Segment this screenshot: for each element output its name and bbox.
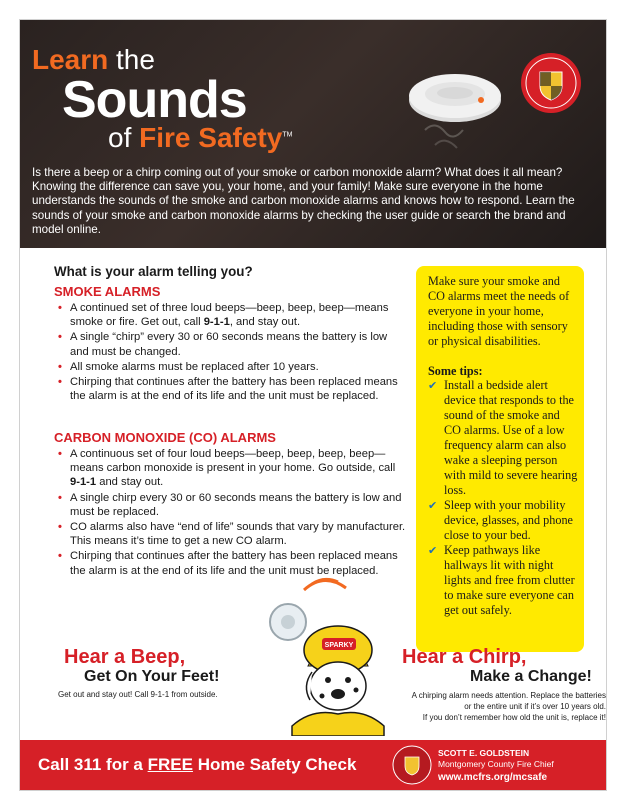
title-line-fire-safety: of Fire Safety™ bbox=[108, 122, 293, 153]
co-alarms-heading: CARBON MONOXIDE (CO) ALARMS bbox=[54, 430, 276, 445]
checkmark-icon: ✔ bbox=[428, 544, 438, 557]
title-sounds: Sounds bbox=[62, 71, 247, 129]
fire-rescue-seal-small bbox=[392, 745, 432, 785]
list-item: • All smoke alarms must be replaced after 10 years. bbox=[58, 360, 319, 373]
tips-box bbox=[416, 266, 584, 652]
list-item: • Chirping that continues after the battery has been replaced means the alarm is at the end of its life and the unit must be replaced. bbox=[58, 550, 398, 577]
list-item: • A continuous set of four loud beeps—beep, beep, beep, beep—means carbon monoxide is present in your home. Go outside, call 9-1-1 and stay out. bbox=[58, 448, 396, 489]
trademark: TM bbox=[282, 131, 293, 139]
fire-rescue-seal bbox=[520, 52, 582, 114]
flyer-page bbox=[19, 19, 607, 791]
chirp-subheading: Make a Change! bbox=[470, 668, 592, 685]
intro-paragraph: Is there a beep or a chirp coming out of your smoke or carbon monoxide alarm? What does it all mean? Knowing the difference can save you, your home, and your family! Make sure everyone in the home understands the sounds of the smoke and carbon monoxide alarms and knows how to respond. Learn the sounds of your smoke and carbon monoxide alarms by checking the user guide or search the brand and model online. bbox=[32, 166, 575, 236]
title-line-learn: Learn the bbox=[32, 44, 155, 75]
beep-subheading: Get On Your Feet! bbox=[84, 668, 220, 685]
list-item: • A continued set of three loud beeps—beep, beep, beep—means smoke or fire. Get out, call 9-1-1, and stay out. bbox=[58, 302, 389, 329]
list-item: • Chirping that continues after the battery has been replaced means the alarm is at the end of its life and the unit must be replaced. bbox=[58, 376, 398, 403]
list-item: • A single “chirp” every 30 or 60 seconds means the battery is low and must be changed. bbox=[58, 331, 388, 358]
chirp-heading: Hear a Chirp, bbox=[402, 646, 527, 668]
list-item: • CO alarms also have “end of life” sounds that vary by manufacturer. This means it’s time to get a new CO alarm. bbox=[58, 521, 406, 548]
chirp-note: A chirping alarm needs attention. Replace the batteries or the entire unit if it’s over 10 years old. If you don’t remember how old the unit is, replace it! bbox=[411, 691, 606, 722]
list-item: • A single chirp every 30 or 60 seconds means the battery is low and must be replaced. bbox=[58, 491, 402, 518]
tips-label: Some tips: bbox=[428, 364, 483, 378]
checkmark-icon: ✔ bbox=[428, 499, 438, 512]
tips-intro: Make sure your smoke and CO alarms meet the needs of everyone in your home, including those with sensory or physical disabilities. bbox=[428, 274, 570, 348]
main-heading: What is your alarm telling you? bbox=[54, 264, 253, 279]
co-alarms-list bbox=[54, 447, 406, 579]
footer-call-to-action: Call 311 for a FREE Home Safety Check bbox=[38, 755, 357, 774]
website-link[interactable]: www.mcfrs.org/mcsafe bbox=[438, 772, 548, 783]
helmet-label: SPARKY bbox=[324, 642, 354, 649]
header-banner bbox=[20, 20, 606, 248]
smoke-detector-illustration bbox=[405, 60, 505, 160]
checkmark-icon: ✔ bbox=[428, 379, 438, 392]
smoke-alarms-list bbox=[54, 301, 406, 404]
fire-chief-credit: SCOTT E. GOLDSTEIN Montgomery County Fire Chief bbox=[438, 748, 554, 769]
smoke-alarms-heading: SMOKE ALARMS bbox=[54, 284, 161, 299]
beep-heading: Hear a Beep, bbox=[64, 646, 186, 668]
tip-item: ✔ Keep pathways like hallways lit with night lights and free from clutter to make sure everyone can get out safely. bbox=[428, 543, 575, 617]
tip-item: ✔ Install a bedside alert device that responds to the sound of the smoke and CO alarms. Use of a low frequency alarm can also wake a sleeping person with mild to severe hearing loss. bbox=[428, 378, 578, 497]
tips-list bbox=[428, 378, 578, 618]
tip-item: ✔ Sleep with your mobility device, glasses, and phone close to your bed. bbox=[428, 498, 573, 542]
beep-note: Get out and stay out! Call 9-1-1 from outside. bbox=[58, 690, 218, 699]
footer-banner bbox=[20, 740, 606, 790]
